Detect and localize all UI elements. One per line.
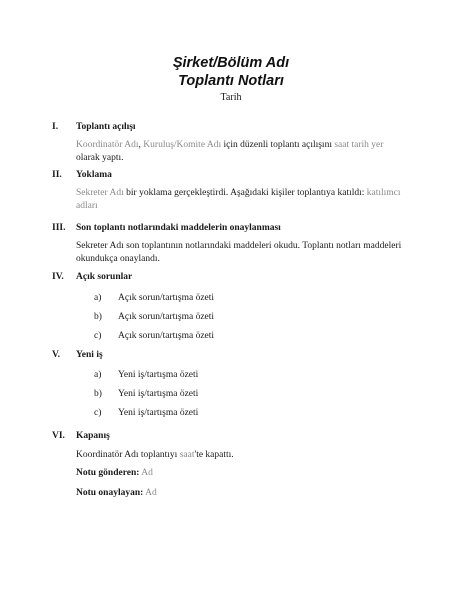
section-heading-rollcall xyxy=(52,170,112,180)
section-title: Kapanış xyxy=(76,431,110,441)
section-number: III. xyxy=(52,223,66,233)
section-heading-open-issues xyxy=(52,272,132,282)
placeholder-date: tarih xyxy=(351,140,369,150)
sent-by-line: Notu gönderen: Ad xyxy=(76,468,153,478)
opening-paragraph: Koordinatör Adı, Kuruluş/Komite Adı için düzenli toplantı açılışını saat tarih yer olarak yaptı. xyxy=(76,140,384,163)
rollcall-paragraph: Sekreter Adı bir yoklama gerçekleştirdi. Aşağıdaki kişiler toplantıya katıldı: katılımcı adları xyxy=(76,188,401,211)
section-title: Açık sorunlar xyxy=(76,272,133,282)
placeholder-attendees: katılımcı xyxy=(366,188,401,198)
placeholder-approver-name: Ad xyxy=(145,488,157,498)
section-number: V. xyxy=(52,350,61,360)
approved-by-line: Notu onaylayan: Ad xyxy=(76,488,157,498)
placeholder-location: yer xyxy=(368,140,384,150)
placeholder-time: saat xyxy=(179,450,195,460)
company-name: Şirket/Bölüm Adı xyxy=(172,55,290,71)
section-heading-opening xyxy=(52,122,136,132)
section-title: Toplantı açılışı xyxy=(76,122,136,132)
document-title: Toplantı Notları xyxy=(178,73,284,89)
placeholder-secretary: Sekreter Adı xyxy=(76,188,124,198)
section-title: Yoklama xyxy=(76,170,112,180)
placeholder-coordinator: Koordinatör Adı xyxy=(76,140,139,150)
section-title: Son toplantı notlarındaki maddelerin onaylanması xyxy=(76,223,281,233)
placeholder-sender-name: Ad xyxy=(141,468,153,478)
closing-paragraph: Koordinatör Adı toplantıyı saat'te kapattı. xyxy=(76,450,234,460)
section-number: IV. xyxy=(52,272,64,282)
section-heading-closing xyxy=(52,431,110,441)
document-date: Tarih xyxy=(220,92,242,103)
section-title: Yeni iş xyxy=(76,350,103,360)
section-number: VI. xyxy=(52,431,65,441)
document-page: Şirket/Bölüm Adı Toplantı Notları Tarih I. Toplantı açılışı Koordinatör Adı, Kuruluş/Komite Adı için düzenli toplantı açılışını saat tarih yer olarak yaptı. II. Yoklama Sekreter Adı bir yoklama gerçekleştirdi. Aşağıdaki kişiler toplantıya katıldı: katılımcı adları III. Son toplantı notlarındaki maddelerin onaylanması Sekreter Adı son toplantının notlarındaki maddeleri okudu. Toplantı notları maddeleri okundukça onaylandı. IV. Açık sorunlar a) Açık sorun/tartışma özeti b) Açık sorun/tartışma özeti c) Açık sorun/tartışma özeti V. Yeni iş a) Yeni iş/tartışma özeti b) Yeni iş/tartışma özeti c) Yeni iş/tartışma özeti VI. Kapanış Koordinatör Adı toplantıyı saat'te kapattı. Notu gönderen: Ad Notu onaylayan: Ad xyxy=(0,0,462,600)
section-number: I. xyxy=(52,122,59,132)
section-number: II. xyxy=(52,170,62,180)
section-heading-new-business xyxy=(52,350,103,360)
placeholder-organization: Kuruluş/Komite Adı xyxy=(143,140,222,150)
approval-paragraph: Sekreter Adı son toplantının notlarındaki maddeleri okudu. Toplantı notları maddeleri okundukça onaylandı. xyxy=(76,241,402,264)
placeholder-time: saat xyxy=(334,140,350,150)
section-heading-approval xyxy=(52,223,281,233)
